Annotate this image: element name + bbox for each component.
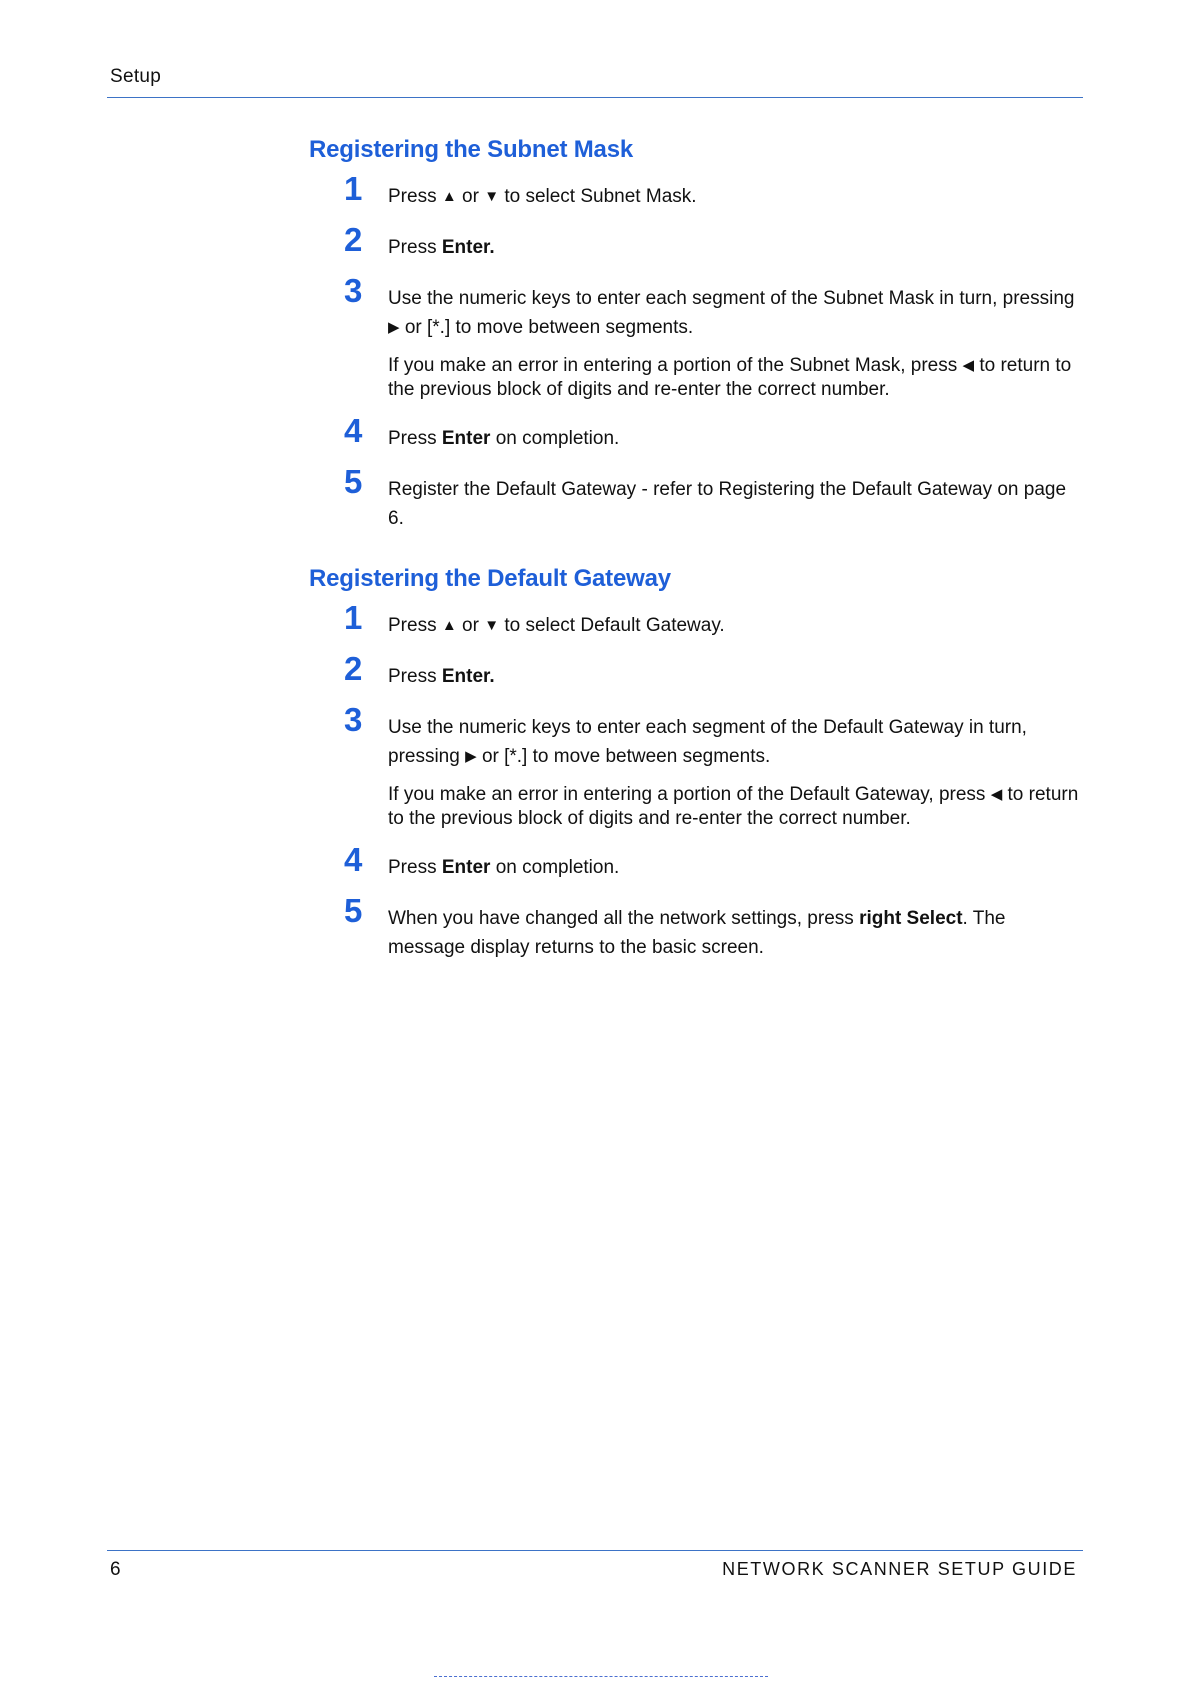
step-note: If you make an error in entering a portion of the Default Gateway, press ◀ to return to the previous block of digits and re-enter the correct number. xyxy=(388,784,1079,829)
right-arrow-icon: ▶ xyxy=(388,319,400,336)
page-content xyxy=(309,136,1079,962)
step-number: 5 xyxy=(344,463,363,500)
key-name: Enter. xyxy=(441,666,495,687)
step-3 xyxy=(309,272,1079,402)
step-number: 1 xyxy=(344,170,363,207)
section-title: Registering the Subnet Mask xyxy=(309,136,633,163)
up-arrow-icon: ▲ xyxy=(441,617,457,634)
down-arrow-icon: ▼ xyxy=(484,617,500,634)
step-2 xyxy=(309,650,1079,691)
step-4 xyxy=(309,412,1079,453)
running-header: Setup xyxy=(110,66,162,87)
step-note: If you make an error in entering a portion of the Subnet Mask, press ◀ to return to the previous block of digits and re-enter the correct number. xyxy=(388,355,1072,400)
right-arrow-icon: ▶ xyxy=(465,748,477,765)
key-name: Enter xyxy=(441,857,491,878)
step-number: 2 xyxy=(344,650,363,687)
key-name: Enter xyxy=(441,428,491,449)
step-text: Use the numeric keys to enter each segment of the Subnet Mask in turn, pressing ▶ or [*.] to move between segments. xyxy=(388,288,1075,338)
up-arrow-icon: ▲ xyxy=(441,188,457,205)
down-arrow-icon: ▼ xyxy=(484,188,500,205)
header-rule xyxy=(107,97,1083,98)
step-5 xyxy=(309,463,1079,533)
step-text: Press ▲ or ▼ to select Default Gateway. xyxy=(388,615,725,636)
step-1 xyxy=(309,170,1079,211)
key-name: Enter. xyxy=(441,237,495,258)
section-title: Registering the Default Gateway xyxy=(309,565,671,592)
step-text: Press Enter on completion. xyxy=(388,857,620,878)
step-number: 5 xyxy=(344,892,363,929)
footer-rule xyxy=(107,1550,1083,1551)
key-name: right Select xyxy=(859,908,963,929)
step-text: Press Enter. xyxy=(388,237,495,258)
step-2 xyxy=(309,221,1079,262)
step-text: Press Enter on completion. xyxy=(388,428,620,449)
step-list xyxy=(309,170,1079,533)
step-number: 4 xyxy=(344,841,363,878)
page-number: 6 xyxy=(110,1559,121,1580)
left-arrow-icon: ◀ xyxy=(962,357,975,374)
step-1 xyxy=(309,599,1079,640)
step-3 xyxy=(309,701,1079,831)
step-text: When you have changed all the network settings, press right Select. The message display returns to the basic screen. xyxy=(388,908,1006,958)
step-number: 2 xyxy=(344,221,363,258)
step-text: Press Enter. xyxy=(388,666,495,687)
section-subnet-mask xyxy=(309,136,1079,533)
guide-title: NETWORK SCANNER SETUP GUIDE xyxy=(722,1559,1077,1579)
step-text: Register the Default Gateway - refer to Registering the Default Gateway on page 6. xyxy=(388,479,1067,529)
step-4 xyxy=(309,841,1079,882)
bottom-link-underline xyxy=(434,1676,768,1677)
left-arrow-icon: ◀ xyxy=(990,786,1003,803)
step-text: Use the numeric keys to enter each segment of the Default Gateway in turn, pressing ▶ or [*.] to move between segments. xyxy=(388,717,1027,767)
step-number: 1 xyxy=(344,599,363,636)
step-number: 3 xyxy=(344,272,363,309)
section-default-gateway xyxy=(309,565,1079,962)
step-number: 3 xyxy=(344,701,363,738)
step-text: Press ▲ or ▼ to select Subnet Mask. xyxy=(388,186,697,207)
step-list xyxy=(309,599,1079,962)
step-number: 4 xyxy=(344,412,363,449)
step-5 xyxy=(309,892,1079,962)
